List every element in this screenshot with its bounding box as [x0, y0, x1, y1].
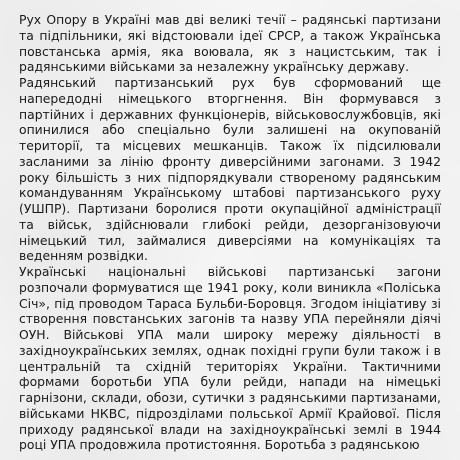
paragraph-upa: Українські національні військові партизанські загони розпочали формуватися ще 1941 року, коли виникла «Поліська Січ», під проводом Тараса Бульби-Боровця. Згодом ініціативу зі створення повстанських загонів та назву УПА перейняли діячі ОУН. Військові УПА мали широку мережу діяльності в західноукраїнських землях, однак похідні групи були також і в центральній та східній територіях України. Тактичними формами боротьби УПА були рейди, напади на німецькі гарнізони, склади, обози, сутички з радянськими партизанами, військами НКВС, підрозділами польської Армії Крайової. Після приходу радянської влади на західноукраїнські землі в 1944 році УПА продовжила протистояння. Боротьба з радянською — [19, 264, 441, 453]
paragraph-soviet-partisans: Радянський партизанський рух був сформований ще напередодні німецького вторгнення. Він формувався з партійних і державних функціонерів, військовослужбовців, які опинилися або спеціально були залишені на окупованій території, та місцевих мешканців. Також їх підсилювали засланими за лінію фронту диверсійними загонами. З 1942 року більшість з них підпорядкували створеному радянським командуванням Українському штабові партизанського руху (УШПР). Партизани боролися проти окупаційної адміністрації та військ, здійснювали глибокі рейди, дезорганізовуючи німецький тил, займалися диверсіями на комунікаціях та веденням розвідки. — [19, 75, 441, 264]
article-text — [19, 12, 441, 453]
paragraph-resistance-movement: Рух Опору в Україні мав дві великі течії – радянські партизани та підпільники, які відстоювали ідеї СРСР, а також Українська повстанська армія, яка воювала, як з нацистським, так і радянськими військами за незалежну українську державу. — [19, 12, 441, 75]
